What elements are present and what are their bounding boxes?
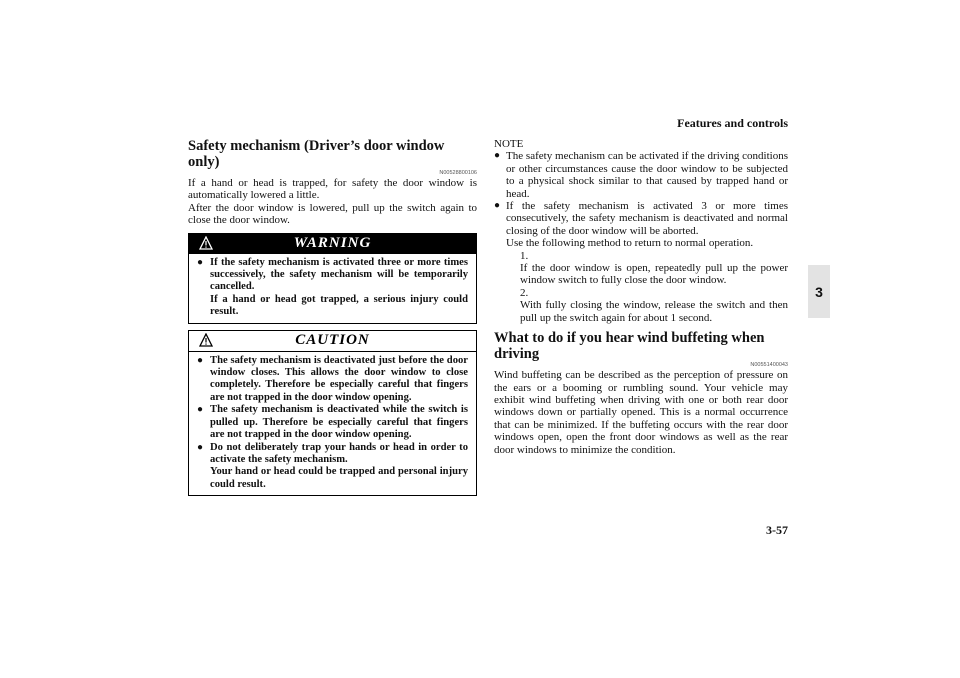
section-wind-buffeting (494, 330, 788, 456)
warning-header (189, 234, 476, 254)
section-body (188, 177, 477, 227)
bullet-icon: ● (197, 256, 204, 268)
bullet-icon: ● (197, 354, 204, 366)
left-column (188, 138, 477, 496)
caution-item-text: Your hand or head could be trapped and personal injury could result. (210, 466, 468, 490)
section-code: N00528800106 (439, 170, 477, 176)
warning-item-text: If a hand or head got trapped, a serious injury could result. (210, 293, 468, 318)
caution-item-text: The safety mechanism is deactivated just before the door window closes. This allows the door window to close completely. Therefore be especially careful that fingers are not trapped in the door window opening. (210, 354, 468, 403)
section-title-wind-buffeting: What to do if you hear wind buffeting when driving (494, 330, 765, 363)
warning-body (189, 254, 476, 323)
warning-item (197, 257, 468, 319)
caution-item-text: The safety mechanism is deactivated while the switch is pulled up. Therefore be especially careful that fingers are not trapped in the door window opening. (210, 404, 468, 441)
note-item-text: If the safety mechanism is activated 3 or more times consecutively, the safety mechanism is deactivated and normal closing of the door window will be aborted. (506, 200, 788, 237)
paragraph: After the door window is lowered, pull up the switch again to close the door window. (188, 201, 477, 227)
step-number: 1. (520, 249, 529, 262)
page-number: 3-57 (766, 523, 788, 537)
caution-triangle-icon (199, 333, 213, 347)
warning-item-text: If the safety mechanism is activated three or more times successively, the safety mechanism will be temporarily cancelled. (210, 256, 468, 293)
steps-list (520, 250, 788, 324)
caution-body (189, 352, 476, 495)
page-header-title: Features and controls (677, 116, 788, 130)
caution-item (197, 404, 468, 441)
right-column (494, 138, 788, 456)
section-code: N00551400043 (750, 362, 788, 369)
bullet-icon: ● (494, 150, 501, 162)
warning-box (188, 233, 477, 324)
caution-label: CAUTION (295, 332, 370, 349)
bullet-icon: ● (197, 404, 204, 416)
bullet-icon: ● (197, 441, 204, 453)
warning-triangle-icon (199, 236, 213, 250)
chapter-tab: 3 (808, 265, 830, 318)
step-number: 2. (520, 286, 529, 299)
step-item (520, 287, 788, 324)
paragraph: If a hand or head is trapped, for safety the door window is automatically lowered a little. (188, 177, 477, 202)
caution-item (197, 355, 468, 405)
caution-item (197, 442, 468, 492)
section-title-safety-mechanism: Safety mechanism (Driver’s door window only) (188, 138, 445, 170)
section-body: Wind buffeting can be described as the perception of pressure on the ears or a booming or rumbling sound. Your vehicle may exhibit wind buffeting when driving with one or both rear door windows down or partially opened. This is a normal occurrence that can be minimized. If the buffeting occurs with the rear door windows open, open the front door windows as well as the rear door windows to minimize the condition. (494, 369, 788, 456)
caution-box (188, 330, 477, 496)
note-item-text: The safety mechanism can be activated if the driving conditions or other circumstances cause the door window to be subjected to a physical shock similar to that caused by trapped hand or head. (506, 150, 788, 200)
caution-item-text: Do not deliberately trap your hands or head in order to activate the safety mechanism. (210, 441, 468, 465)
note-item (494, 150, 788, 200)
bullet-icon: ● (494, 200, 501, 212)
step-item (520, 250, 788, 287)
step-text: With fully closing the window, release the switch and then pull up the switch again for about 1 second. (520, 299, 788, 324)
warning-label: WARNING (293, 235, 372, 252)
caution-header (189, 331, 476, 352)
note-item-text: Use the following method to return to normal operation. (506, 237, 754, 250)
note-label: NOTE (494, 138, 524, 150)
note-item (494, 200, 788, 324)
step-text: If the door window is open, repeatedly pull up the power window switch to fully close the door window. (520, 262, 788, 287)
